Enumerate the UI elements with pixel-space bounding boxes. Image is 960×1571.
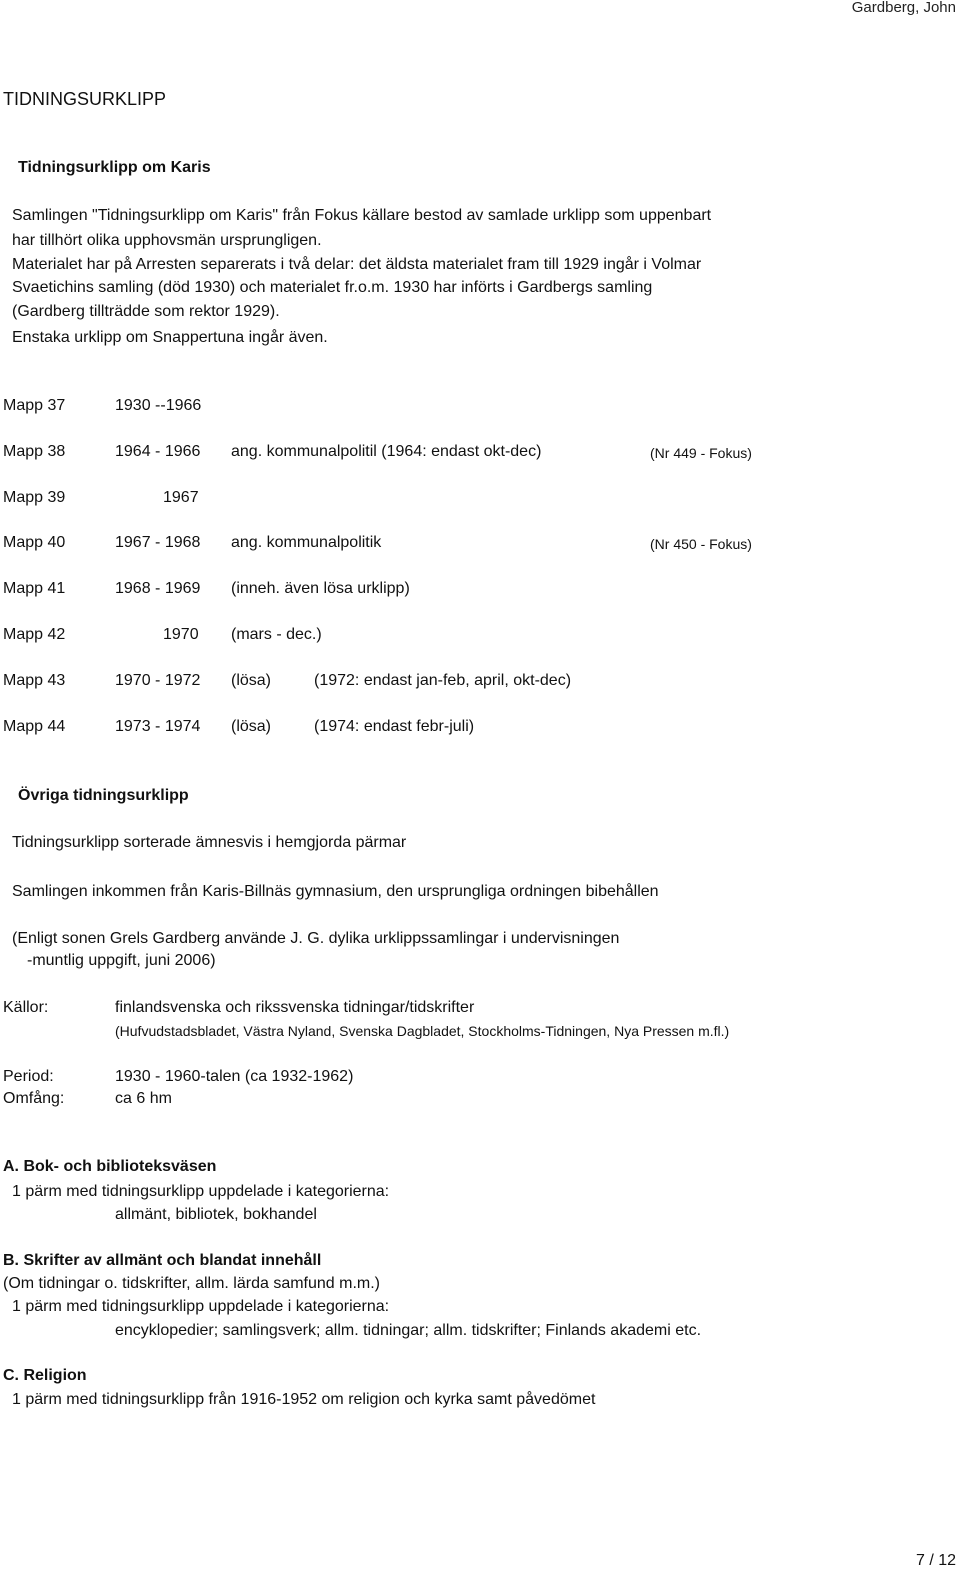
mapp-extra: (Nr 450 - Fokus) bbox=[650, 536, 752, 552]
category-c-line: 1 pärm med tidningsurklipp från 1916-1952 om religion och kyrka samt påvedömet bbox=[12, 1391, 596, 1408]
category-a-line: allmänt, bibliotek, bokhandel bbox=[115, 1206, 317, 1223]
category-b-heading: B. Skrifter av allmänt och blandat innehåll bbox=[3, 1252, 322, 1269]
page-number: 7 / 12 bbox=[915, 1552, 956, 1569]
section2-line: Samlingen inkommen från Karis-Billnäs gymnasium, den ursprungliga ordningen bibehållen bbox=[12, 883, 659, 900]
mapp-name: Mapp 41 bbox=[3, 580, 66, 597]
mapp-years: 1970 bbox=[163, 626, 199, 643]
sources-label: Källor: bbox=[3, 999, 49, 1016]
paragraph-line: har tillhört olika upphovsmän ursprungligen. bbox=[12, 232, 322, 249]
mapp-name: Mapp 42 bbox=[3, 626, 66, 643]
sources-value: finlandsvenska och rikssvenska tidningar/tidskrifter bbox=[115, 999, 475, 1016]
extent-value: ca 6 hm bbox=[115, 1090, 172, 1107]
mapp-extra: (1974: endast febr-juli) bbox=[314, 718, 475, 735]
mapp-years: 1964 - 1966 bbox=[115, 443, 201, 460]
mapp-name: Mapp 37 bbox=[3, 397, 66, 414]
mapp-note: (mars - dec.) bbox=[231, 626, 322, 643]
mapp-name: Mapp 44 bbox=[3, 718, 66, 735]
mapp-years: 1968 - 1969 bbox=[115, 580, 201, 597]
mapp-years: 1967 - 1968 bbox=[115, 534, 201, 551]
category-a-heading: A. Bok- och biblioteksväsen bbox=[3, 1158, 217, 1175]
mapp-note: ang. kommunalpolitik bbox=[231, 534, 382, 551]
mapp-note: ang. kommunalpolitil (1964: endast okt-dec) bbox=[231, 443, 542, 460]
extent-label: Omfång: bbox=[3, 1090, 65, 1107]
category-b-line: 1 pärm med tidningsurklipp uppdelade i kategorierna: bbox=[12, 1298, 390, 1315]
mapp-years: 1973 - 1974 bbox=[115, 718, 201, 735]
mapp-years: 1930 --1966 bbox=[115, 397, 202, 414]
paragraph-line: Samlingen "Tidningsurklipp om Karis" från Fokus källare bestod av samlade urklipp som uppenbart bbox=[12, 207, 712, 224]
category-c-heading: C. Religion bbox=[3, 1367, 87, 1384]
period-label: Period: bbox=[3, 1068, 54, 1085]
paragraph-line: (Gardberg tillträdde som rektor 1929). bbox=[12, 303, 280, 320]
period-value: 1930 - 1960-talen (ca 1932-1962) bbox=[115, 1068, 354, 1085]
mapp-note: (inneh. även lösa urklipp) bbox=[231, 580, 410, 597]
section-heading-ovriga: Övriga tidningsurklipp bbox=[18, 787, 189, 804]
category-b-line: encyklopedier; samlingsverk; allm. tidningar; allm. tidskrifter; Finlands akademi etc. bbox=[115, 1322, 702, 1339]
mapp-extra: (1972: endast jan-feb, april, okt-dec) bbox=[314, 672, 572, 689]
paragraph-line: Enstaka urklipp om Snappertuna ingår även. bbox=[12, 329, 328, 346]
section2-line: Tidningsurklipp sorterade ämnesvis i hemgjorda pärmar bbox=[12, 834, 407, 851]
section2-note: -muntlig uppgift, juni 2006) bbox=[27, 952, 216, 969]
mapp-name: Mapp 40 bbox=[3, 534, 66, 551]
section2-note: (Enligt sonen Grels Gardberg använde J. G. dylika urklippssamlingar i undervisningen bbox=[12, 930, 620, 947]
mapp-name: Mapp 38 bbox=[3, 443, 66, 460]
mapp-years: 1970 - 1972 bbox=[115, 672, 201, 689]
paragraph-line: Svaetichins samling (död 1930) och materialet fr.o.m. 1930 har införts i Gardbergs samling bbox=[12, 279, 653, 296]
mapp-name: Mapp 39 bbox=[3, 489, 66, 506]
mapp-years: 1967 bbox=[163, 489, 199, 506]
category-a-line: 1 pärm med tidningsurklipp uppdelade i kategorierna: bbox=[12, 1183, 390, 1200]
mapp-note: (lösa) bbox=[231, 672, 272, 689]
mapp-note: (lösa) bbox=[231, 718, 272, 735]
mapp-extra: (Nr 449 - Fokus) bbox=[650, 445, 752, 461]
category-b-sub: (Om tidningar o. tidskrifter, allm. lärda samfund m.m.) bbox=[3, 1275, 380, 1292]
document-title: TIDNINGSURKLIPP bbox=[3, 89, 167, 109]
section-heading-karis: Tidningsurklipp om Karis bbox=[18, 159, 211, 176]
paragraph-line: Materialet har på Arresten separerats i två delar: det äldsta materialet fram till 1929 ingår i Volmar bbox=[12, 256, 702, 273]
mapp-name: Mapp 43 bbox=[3, 672, 66, 689]
sources-detail: (Hufvudstadsbladet, Västra Nyland, Svenska Dagbladet, Stockholms-Tidningen, Nya Pressen m.fl.) bbox=[115, 1023, 730, 1039]
header-author: Gardberg, John bbox=[851, 0, 956, 16]
